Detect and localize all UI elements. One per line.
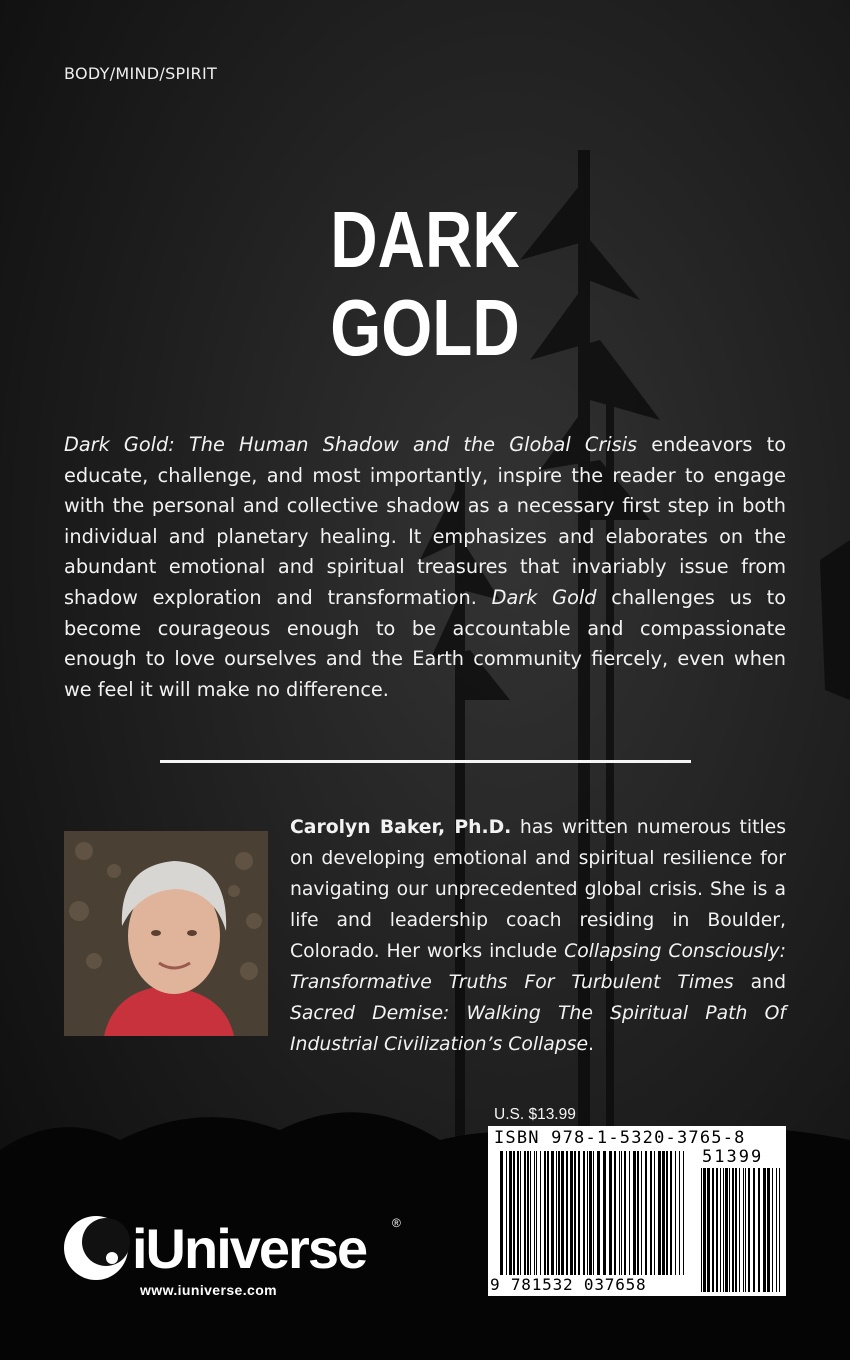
publisher-logo xyxy=(62,1210,407,1298)
barcode-bar xyxy=(735,1168,737,1292)
barcode-bar xyxy=(629,1151,630,1275)
barcode-bar xyxy=(743,1168,744,1292)
barcode-bar xyxy=(641,1151,642,1275)
barcode-bar xyxy=(566,1151,568,1275)
barcode-bar xyxy=(763,1168,766,1292)
barcode-bar xyxy=(527,1151,529,1275)
barcode-bar xyxy=(556,1151,557,1275)
barcode-bar xyxy=(654,1151,655,1275)
barcode-bar xyxy=(544,1151,546,1275)
barcode-bar xyxy=(587,1151,588,1275)
barcode-bar xyxy=(779,1168,780,1292)
barcode-bar xyxy=(513,1151,515,1275)
barcode-bar xyxy=(753,1168,755,1292)
price-addon-barcode xyxy=(701,1168,781,1292)
barcode-bar xyxy=(720,1168,721,1292)
isbn-text: ISBN 978-1-5320-3765-8 xyxy=(494,1128,746,1148)
description-text-2: challenges us to become courageous enough to be accountable and compassionate enough to love ourselves and the Earth community fiercely, even when we feel it will make no difference. xyxy=(64,585,786,701)
barcode-bar xyxy=(517,1151,519,1275)
barcode-bar xyxy=(609,1151,612,1275)
author-bio-text-1: has written numerous titles on developing emotional and spiritual resilience for navigating our unprecedented global crisis. She is a life and leadership coach residing in Boulder, Colorado. Her works include xyxy=(290,817,786,962)
barcode-bar xyxy=(633,1151,636,1275)
barcode-bar xyxy=(732,1168,734,1292)
barcode-bar xyxy=(645,1151,647,1275)
barcode-bar xyxy=(650,1151,652,1275)
book-title-line-1: DARK xyxy=(330,195,520,284)
barcode-bar xyxy=(767,1168,770,1292)
author-work-2: Sacred Demise: Walking The Spiritual Path Of Industrial Civilization’s Collapse xyxy=(290,1003,786,1055)
price-label: U.S. $13.99 xyxy=(494,1106,576,1123)
barcode-bar xyxy=(748,1168,750,1292)
barcode-bar xyxy=(547,1151,549,1275)
barcode-bar xyxy=(662,1151,665,1275)
barcode-bar xyxy=(583,1151,585,1275)
barcode-bar xyxy=(500,1151,503,1275)
barcode-bar xyxy=(509,1151,512,1275)
barcode-bar xyxy=(619,1151,620,1275)
barcode-bar xyxy=(536,1151,537,1275)
publisher-url: www.iuniverse.com xyxy=(140,1282,277,1298)
publisher-name: iUniverse xyxy=(132,1217,367,1280)
author-work-1: Collapsing Consciously: Transformative Truths For Turbulent Times xyxy=(290,941,787,993)
description-text-1: endeavors to educate, challenge, and most importantly, inspire the reader to engage with the personal and collective shadow as a necessary first step in both individual and planetary healing. It emphasizes and elaborates on the abundant emotional and spiritual treasures that invariably issue from shadow exploration and transformation. xyxy=(64,433,787,609)
section-divider xyxy=(160,760,691,763)
category-label: BODY/MIND/SPIRIT xyxy=(64,64,218,83)
barcode-bar xyxy=(530,1151,531,1275)
barcode-bar xyxy=(520,1151,521,1275)
barcode-bar xyxy=(621,1151,622,1275)
barcode-bar xyxy=(675,1151,676,1275)
barcode-bar xyxy=(614,1151,616,1275)
barcode-bar xyxy=(679,1151,680,1275)
barcode-bar xyxy=(739,1168,740,1292)
barcode-bar xyxy=(593,1151,594,1275)
author-photo xyxy=(64,831,268,1036)
description-title-2: Dark Gold xyxy=(491,585,597,609)
barcode-bar xyxy=(578,1151,580,1275)
barcode-bar xyxy=(758,1168,760,1292)
barcode-bar xyxy=(534,1151,535,1275)
barcode-bar xyxy=(707,1168,710,1292)
barcode-bar xyxy=(772,1168,773,1292)
author-bio xyxy=(290,812,786,1060)
barcode-bar xyxy=(524,1151,526,1275)
barcode-bar xyxy=(725,1168,728,1292)
barcode-bar xyxy=(670,1151,672,1275)
book-description xyxy=(64,430,786,705)
author-bio-end: . xyxy=(588,1034,595,1055)
author-name: Carolyn Baker, Ph.D. xyxy=(290,817,512,838)
barcode-bar xyxy=(776,1168,777,1292)
barcode-bar xyxy=(551,1151,554,1275)
barcode-bar xyxy=(712,1168,714,1292)
barcode-bar xyxy=(624,1151,626,1275)
barcode-bar xyxy=(637,1151,639,1275)
ean-barcode xyxy=(500,1151,686,1275)
barcode-bar xyxy=(540,1151,541,1275)
description-title: Dark Gold: The Human Shadow and the Global Crisis xyxy=(64,433,638,456)
barcode-bar xyxy=(745,1168,746,1292)
barcode-bar xyxy=(506,1151,507,1275)
barcode-bar xyxy=(574,1151,576,1275)
ean-digits: 9 781532 037658 xyxy=(490,1275,647,1294)
barcode-bar xyxy=(716,1168,718,1292)
price-code: 51399 xyxy=(702,1147,764,1167)
barcode-bar xyxy=(701,1168,702,1292)
barcode-bar xyxy=(597,1151,600,1275)
barcode-bar xyxy=(561,1151,564,1275)
barcode-bar xyxy=(729,1168,730,1292)
author-bio-and: and xyxy=(733,972,787,993)
barcode-bar xyxy=(603,1151,606,1275)
barcode-bar xyxy=(666,1151,668,1275)
barcode-bar xyxy=(658,1151,661,1275)
barcode-bar xyxy=(570,1151,573,1275)
barcode-bar xyxy=(589,1151,592,1275)
barcode-bar xyxy=(723,1168,724,1292)
barcode-bar xyxy=(703,1168,706,1292)
barcode-bar xyxy=(558,1151,560,1275)
registered-mark: ® xyxy=(392,1216,401,1230)
book-title-line-2: GOLD xyxy=(330,283,520,372)
barcode-bar xyxy=(683,1151,684,1275)
iuniverse-moon-icon xyxy=(62,1212,134,1282)
